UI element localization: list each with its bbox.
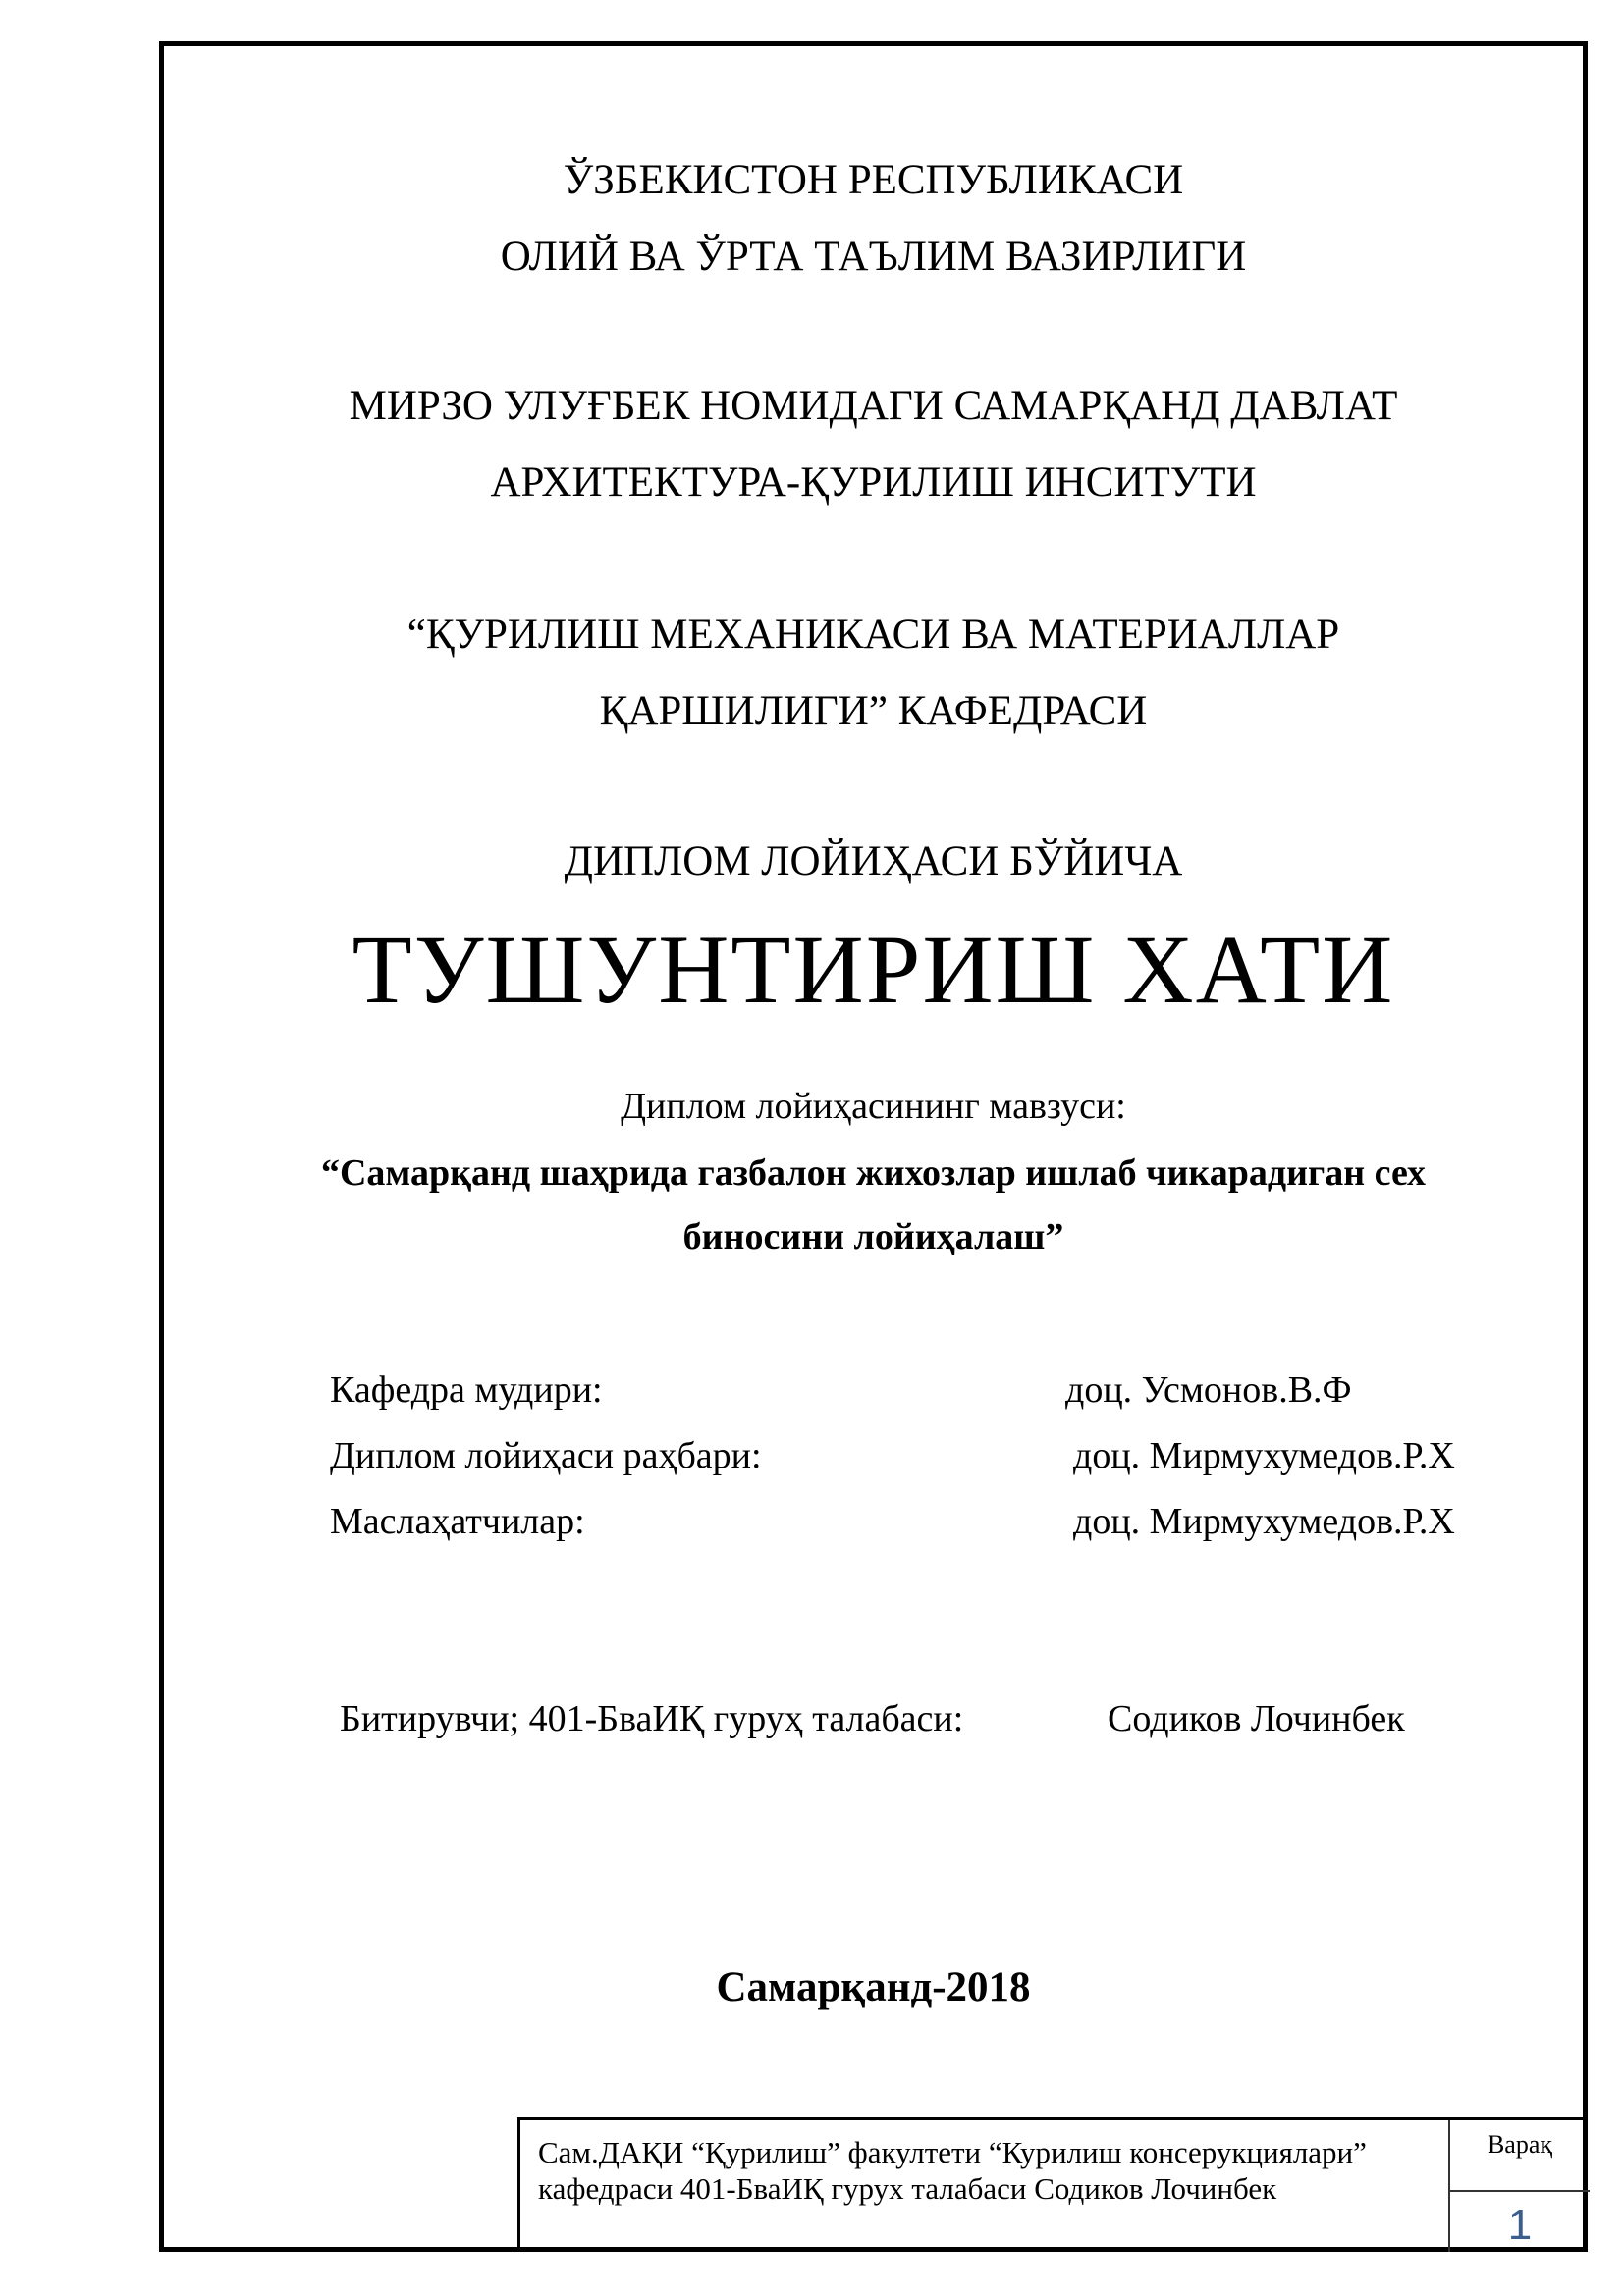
republic-heading: ЎЗБЕКИСТОН РЕСПУБЛИКАСИ <box>563 157 1184 203</box>
topic-label: Диплом лойиҳасининг мавзуси: <box>621 1086 1126 1127</box>
graduate-label: Битирувчи; 401-БваИҚ гуруҳ талабаси: <box>340 1698 964 1739</box>
staff-role-consultants: Маслаҳатчилар: <box>330 1501 585 1542</box>
title-block-stamp <box>517 2117 1588 2252</box>
sheet-cell <box>1448 2120 1590 2252</box>
ministry-heading: ОЛИЙ ВА ЎРТА ТАЪЛИМ ВАЗИРЛИГИ <box>500 234 1247 280</box>
staff-role-supervisor: Диплом лойиҳаси раҳбари: <box>330 1435 762 1476</box>
topic-line1: “Самарқанд шаҳрида газбалон жихозлар ишлаб чикарадиган сех <box>320 1152 1427 1194</box>
sheet-number: 1 <box>1507 2201 1533 2249</box>
topic-line2: биносини лойиҳалаш” <box>682 1216 1064 1257</box>
institute-heading-line1: МИРЗО УЛУҒБЕК НОМИДАГИ САМАРҚАНД ДАВЛАТ <box>349 383 1398 429</box>
stamp-line2: кафедраси 401-БваИҚ гурух талабаси Содиков Лочинбек <box>538 2171 1277 2206</box>
city-year: Самарқанд-2018 <box>716 1964 1031 2010</box>
staff-name-consultants: доц. Мирмухумедов.Р.Х <box>1073 1501 1455 1542</box>
staff-name-supervisor: доц. Мирмухумедов.Р.Х <box>1073 1435 1455 1476</box>
sheet-divider <box>1450 2190 1590 2192</box>
institute-heading-line2: АРХИТЕКТУРА-ҚУРИЛИШ ИНСИТУТИ <box>490 459 1257 506</box>
stamp-text <box>538 2134 1461 2207</box>
stamp-line1: Сам.ДАҚИ “Қурилиш” факултети “Курилиш консерукциялари” <box>538 2135 1367 2169</box>
staff-name-head: доц. Усмонов.В.Ф <box>1065 1369 1352 1411</box>
document-subtitle: ДИПЛОМ ЛОЙИҲАСИ БЎЙИЧА <box>564 838 1183 884</box>
department-heading-line1: “ҚУРИЛИШ МЕХАНИКАСИ ВА МАТЕРИАЛЛАР <box>406 612 1340 658</box>
graduate-name: Содиков Лочинбек <box>1108 1698 1405 1739</box>
staff-role-head: Кафедра мудири: <box>330 1369 603 1411</box>
document-title: ТУШУНТИРИШ ХАТИ <box>352 915 1395 1024</box>
sheet-label: Варақ <box>1487 2130 1553 2159</box>
department-heading-line2: ҚАРШИЛИГИ” КАФЕДРАСИ <box>599 688 1148 734</box>
